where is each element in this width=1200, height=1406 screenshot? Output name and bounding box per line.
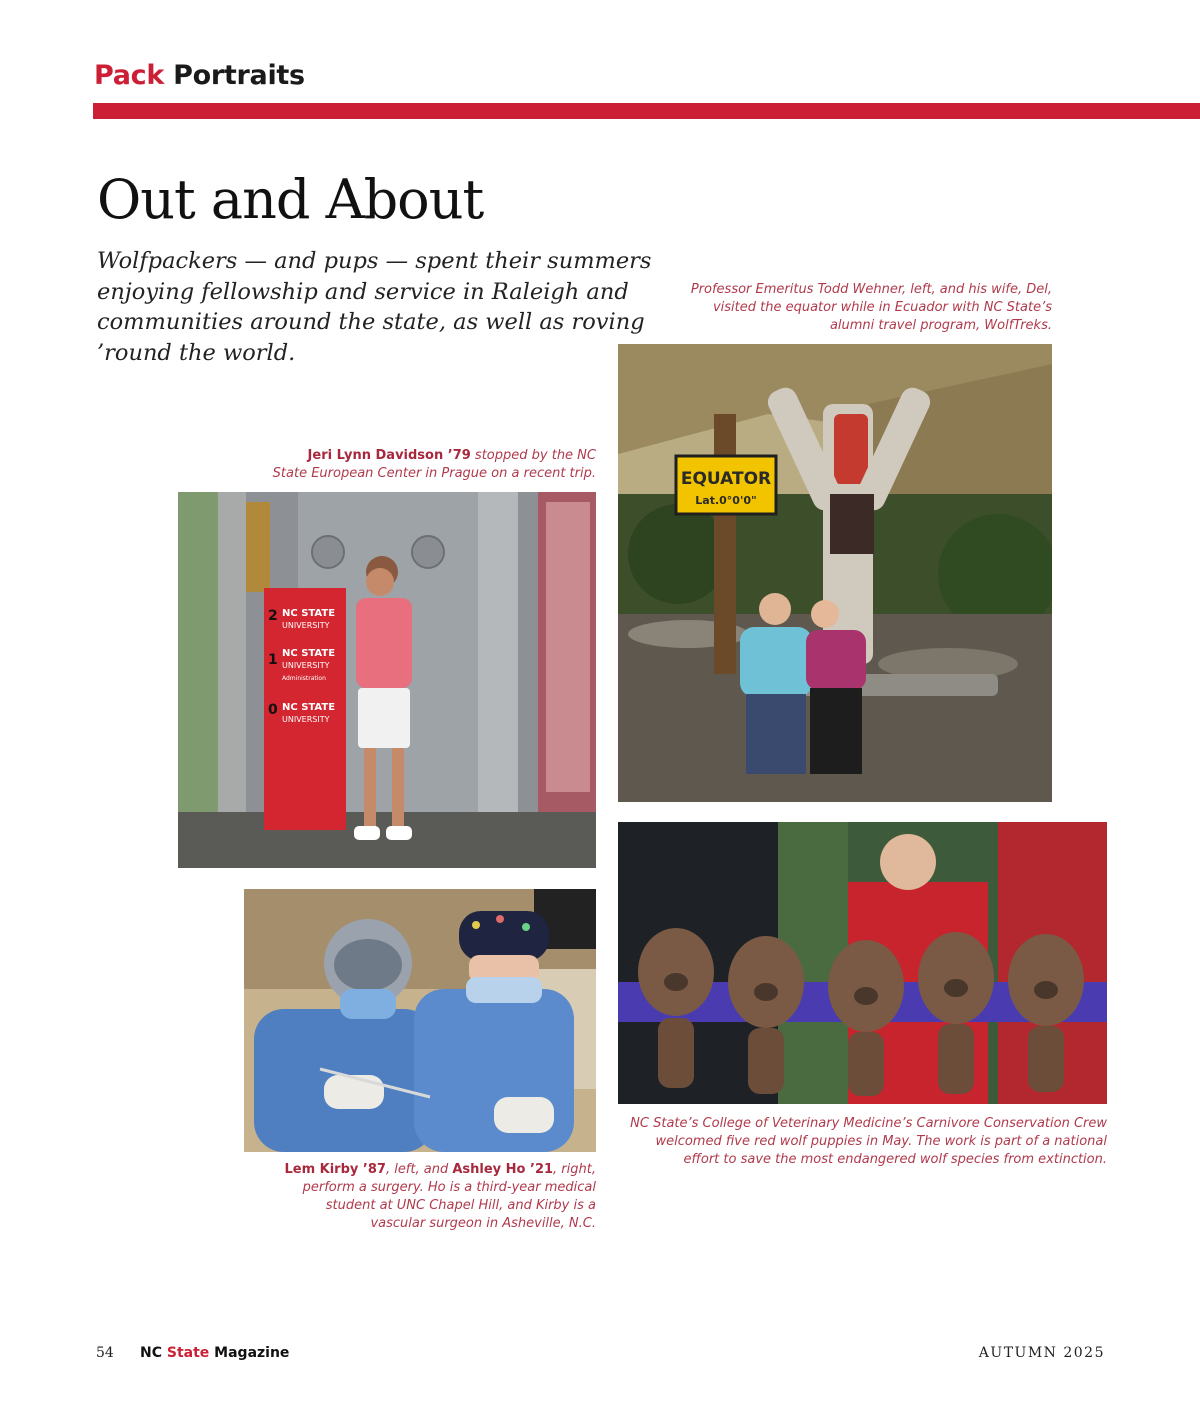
equator-sign-latitude: Lat.0°0'0" [695,494,757,507]
prague-photo-illustration [178,492,596,868]
prague-sign-floor0-line1: NC STATE [282,702,336,713]
header-rule [93,103,1200,119]
wolves-photo-illustration [618,822,1107,1104]
caption-kirby-name: Lem Kirby ’87 [284,1162,386,1177]
caption-davidson-name: Jeri Lynn Davidson ’79 [307,448,471,463]
prague-sign-floor2-line2: UNIVERSITY [282,621,330,630]
photo-surgery [244,889,596,1152]
prague-sign-floor1-line1: NC STATE [282,648,336,659]
prague-sign-floor1-number: 1 [268,652,278,668]
equator-photo-illustration [618,344,1052,802]
caption-davidson [270,447,596,483]
prague-sign-floor0-line2: UNIVERSITY [282,715,330,724]
equator-sign-title: EQUATOR [680,469,772,489]
magazine-name [140,1345,289,1361]
caption-ho-name: Ashley Ho ’21 [452,1162,554,1177]
issue-date: AUTUMN 2025 [978,1345,1105,1361]
prague-sign-floor1-line3: Administration [282,675,326,682]
caption-red-wolves: NC State’s College of Veterinary Medicine’s Carnivore Conservation Crew welcomed five red wolf puppies in May. The work is part of a national effort to save the most endangered wolf species from extinction. [630,1116,1107,1167]
magazine-name-state: State [166,1345,210,1361]
surgery-photo-illustration [244,889,596,1152]
article-headline: Out and About [97,168,484,231]
prague-sign-floor2-number: 2 [268,608,278,624]
prague-sign-floor1-line2: UNIVERSITY [282,661,330,670]
prague-sign-floor2-line1: NC STATE [282,608,336,619]
page-number: 54 [96,1345,114,1361]
section-header [94,60,305,91]
caption-kirby-text2: , right, perform a surgery. Ho is a third-year medical student at UNC Chapel Hill, and Kirby is a vascular surgeon in Asheville, N.C. [302,1162,596,1231]
caption-davidson-text: stopped by the NC State European Center in Prague on a recent trip. [272,448,596,481]
photo-prague-center [178,492,596,868]
photo-equator-visit [618,344,1052,802]
article-dek: Wolfpackers — and pups — spent their summers enjoying fellowship and service in Raleigh and communities around the state, as well as roving ’round the world. [97,248,652,366]
caption-kirby-ho [270,1161,596,1233]
magazine-name-magazine: Magazine [214,1345,290,1361]
photo-red-wolf-pups [618,822,1107,1104]
magazine-name-nc: NC [140,1345,162,1361]
section-label-pack: Pack [94,60,165,91]
prague-sign-floor0-number: 0 [268,702,278,718]
caption-wehner: Professor Emeritus Todd Wehner, left, and his wife, Del, visited the equator while in Ecuador with NC State’s alumni travel program, WolfTreks. [690,282,1052,333]
caption-kirby-text1: , left, and [385,1162,453,1177]
section-label-portraits: Portraits [173,60,305,91]
